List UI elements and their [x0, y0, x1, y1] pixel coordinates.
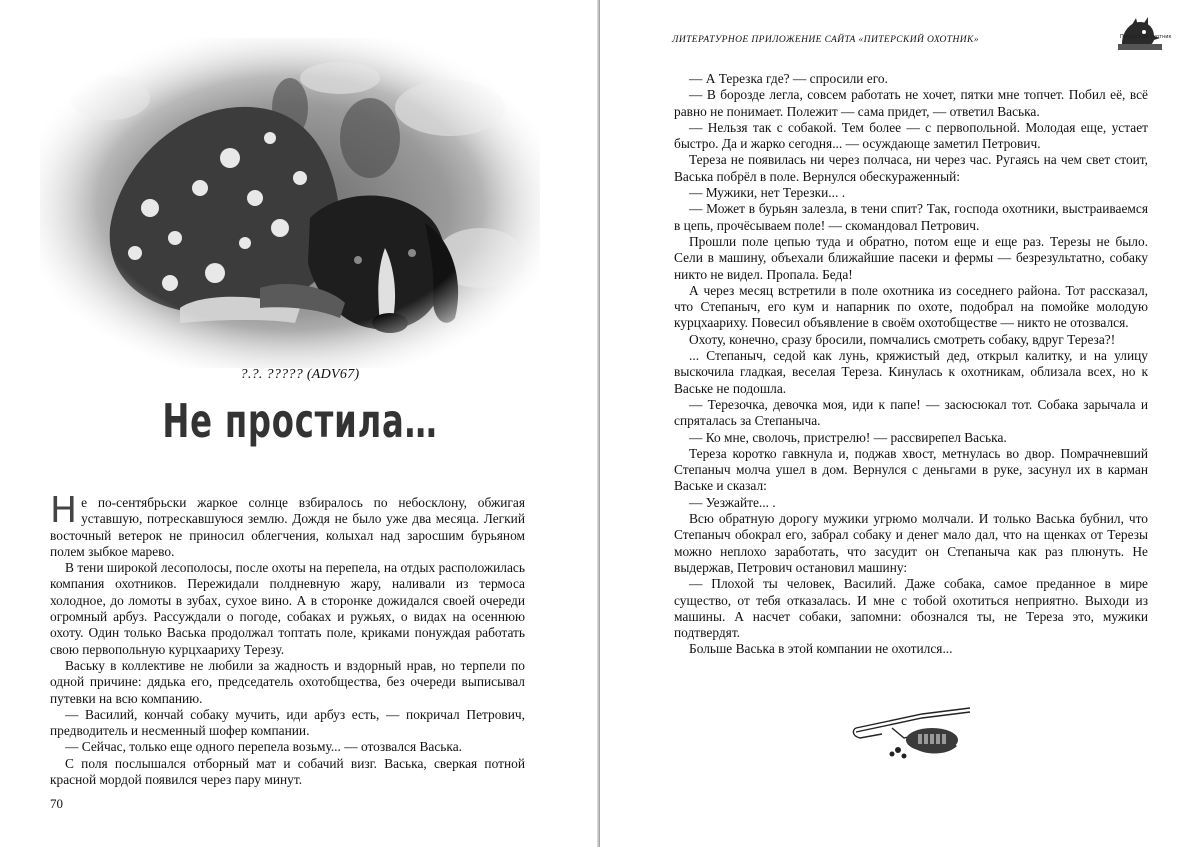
paragraph: [50, 490, 525, 560]
paragraph: — Ко мне, сволочь, пристрелю! — рассвирепел Васька.: [689, 429, 1007, 445]
paragraph-text: е по-сентябрьски жаркое солнце взбиралось по небосклону, обжигая уставшую, потрескавшуюся землю. Дождя не было уже два месяца. Легкий восточный ветерок не приносил облегчения, колыхал над заросшим бурьяном полем зыбкое марево.: [50, 495, 525, 559]
drop-cap: Н: [50, 490, 78, 531]
paragraph: Прошли поле цепью туда и обратно, потом еще и еще раз. Терезы не было. Сели в машину, объехали ближайшие пасеки и фермы — безрезультатно, собаку никто не видел. Пропала. Беда!: [674, 233, 1148, 282]
story-title: Не простила…: [162, 394, 438, 448]
page-number: 70: [50, 796, 63, 811]
paragraph: — Нельзя так с собакой. Тем более — с первопольной. Молодая еще, устает быстро. Да и жарко сегодня... — осуждающе заметил Петрович.: [674, 119, 1148, 152]
paragraph: Больше Васька в этой компании не охотился...: [689, 641, 953, 657]
paragraph: — Мужики, нет Терезки... .: [689, 185, 846, 201]
paragraph: Охоту, конечно, сразу бросили, помчались смотреть собаку, вдруг Тереза?!: [689, 331, 1116, 347]
paragraph: Тереза коротко гавкнула и, поджав хвост, метнулась во двор. Помрачневший Степаныч молча ушел в дом. Вернулся с деньгами в руке, засунул их в карман Ваське и сказал:: [674, 445, 1148, 494]
running-head: ЛИТЕРАТУРНОЕ ПРИЛОЖЕНИЕ САЙТА «ПИТЕРСКИЙ ОХОТНИК»: [672, 35, 979, 45]
paragraph: — Плохой ты человек, Василий. Даже собака, самое преданное в мире существо, от тебя отказалась. И мне с тобой охотиться неприятно. Выходи из машины. А насчет собаки, запомни: обознался ты, не Тереза это, мужики подтвердят.: [674, 576, 1148, 641]
paragraph: — Василий, кончай собаку мучить, иди арбуз есть, — покричал Петрович, предводитель и несменный шофер компании.: [50, 706, 525, 739]
paragraph: ... Степаныч, седой как лунь, кряжистый дед, открыл калитку, и на улицу выскочила гладкая, веселая Тереза. Кинулась к охотникам, облизала всех, но к Ваське не подошла.: [674, 348, 1148, 396]
left-page-text: [50, 490, 525, 788]
paragraph: — Терезочка, девочка моя, иди к папе! — засюсюкал тот. Собака зарычала и спряталась за Степаныча.: [674, 396, 1148, 429]
right-page-text: [674, 71, 1148, 658]
shotgun-vignette-icon: [852, 698, 974, 762]
paragraph: — Сейчас, только еще одного перепела возьму... — отозвался Васька.: [65, 739, 462, 755]
paragraph: Всю обратную дорогу мужики угрюмо молчали. И только Васька бубнил, что Степаныч обокрал его, забрал собаку и денег мало дал, что на щенках от Терезы можно неплохо заработать, что засудит он Степаныча как раз плюнуть. Не выдержав, Петрович остановил машину:: [674, 511, 1148, 575]
paragraph: — А Терезка где? — спросили его.: [689, 71, 888, 86]
paragraph: В тени широкой лесополосы, после охоты на перепела, на отдых расположилась компания охотников. Пережидали полдневную жару, наливали из термоса холодное, до ломоты в зубах, сухое вино. А в сторонке дожидался своей очереди огромный арбуз. Рассуждали о погоде, собаках и ружьях, о видах на осеннюю охоту. Один только Васька продолжал топтать поле, криками понуждая работать свою первопольную курцхаариху Терезу.: [50, 560, 525, 657]
paragraph: — В борозде легла, совсем работать не хочет, пятки мне топчет. Побил её, всё равно не понимает. Полежит — сама придет, — ответил Васька.: [674, 87, 1148, 119]
paragraph: — Может в бурьян залезла, в тени спит? Так, господа охотники, выстраиваемся в цепь, прочёсываем поле! — скомандовал Петрович.: [674, 201, 1148, 233]
hunter-logo-icon: [1114, 14, 1166, 52]
paragraph: — Уезжайте... .: [689, 494, 776, 510]
logo-text: Питерский охотник: [1120, 34, 1172, 40]
paragraph: А через месяц встретили в поле охотника из соседнего района. Тот рассказал, что Степаныч, его кум и напарник по охоте, подобрал на помойке молодую курцхаариху. Повесил объявление в своём охотобществе — никто не отозвался.: [674, 282, 1148, 331]
author-byline: ?.?. ????? (ADV67): [240, 367, 360, 382]
dog-illustration: [40, 38, 540, 368]
paragraph: Тереза не появилась ни через полчаса, ни через час. Ругаясь на чем свет стоит, Васька побрёл в поле. Вернулся обескураженный:: [674, 152, 1148, 184]
paragraph: Ваську в коллективе не любили за жадность и вздорный нрав, но терпели по одной причине: дядька его, председатель охотобщества, без очереди выписывал путевки на всю компанию.: [50, 657, 525, 706]
paragraph: С поля послышался отборный мат и собачий визг. Васька, сверкая потной красной мордой появился через пару минут.: [50, 755, 525, 788]
